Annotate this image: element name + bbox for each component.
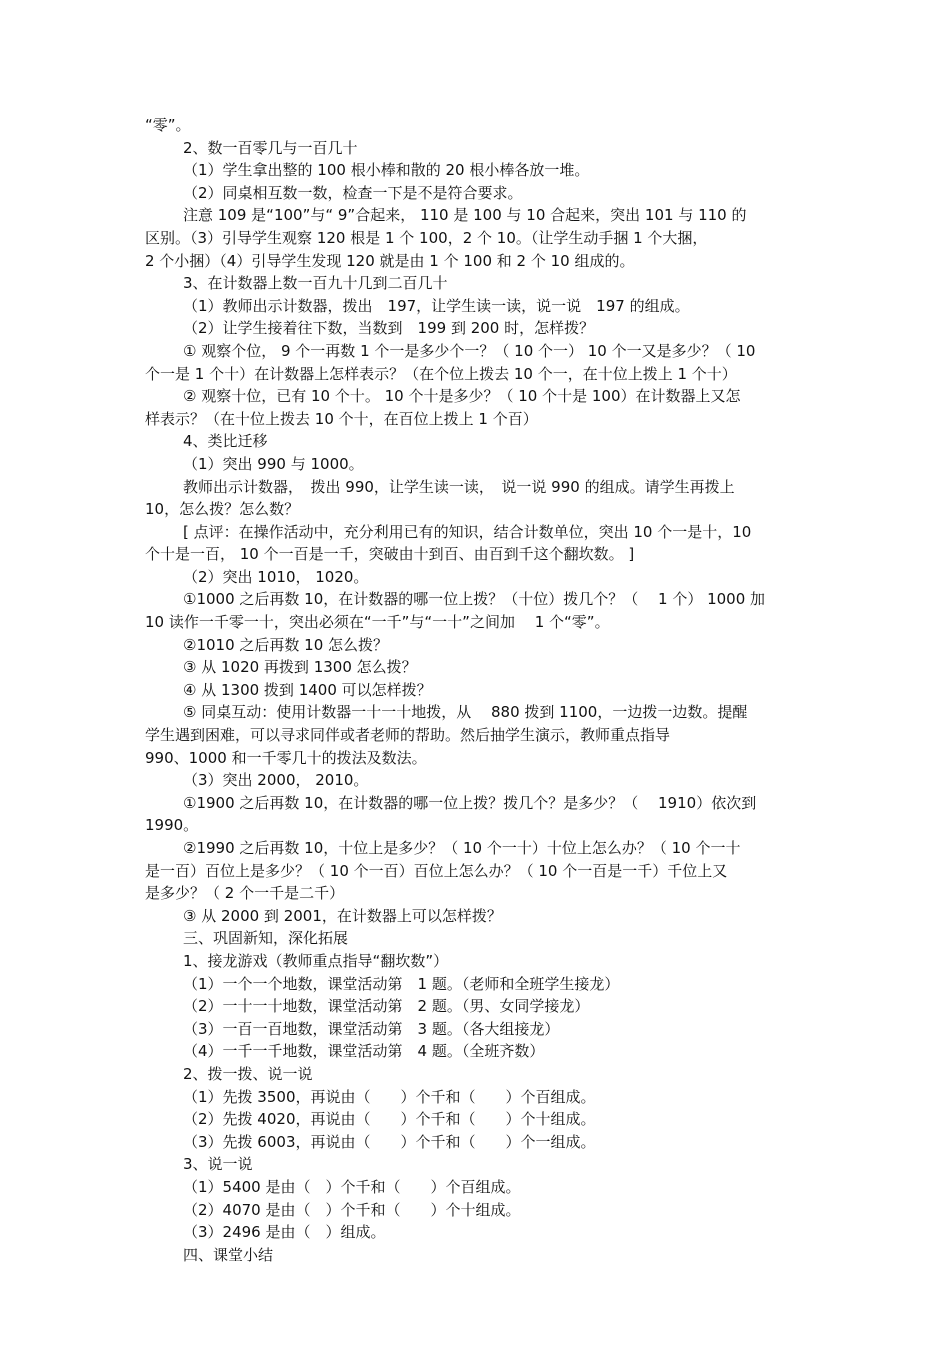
text-line: ③ 从 2000 到 2001，在计数器上可以怎样拨？ bbox=[183, 906, 502, 925]
text-line: ①1900 之后再数 10，在计数器的哪一位上拨？拨几个？是多少？（ 1910）依次到 bbox=[183, 793, 757, 812]
text-line: 4、类比迁移 bbox=[183, 432, 268, 451]
text-line: 四、课堂小结 bbox=[183, 1245, 274, 1264]
text-line: [ 点评：在操作活动中，充分利用已有的知识，结合计数单位，突出 10 个一是十，10 bbox=[183, 522, 752, 541]
text-line: 10，怎么拨？怎么数？ bbox=[145, 500, 300, 519]
text-line: （3）先拨 6003，再说由（ ）个千和（ ）个一组成。 bbox=[183, 1132, 596, 1151]
text-line: 2、拨一拨、说一说 bbox=[183, 1064, 313, 1083]
text-line: ②1010 之后再数 10 怎么拨？ bbox=[183, 635, 389, 654]
document-body bbox=[145, 114, 850, 1266]
text-line: 学生遇到困难，可以寻求同伴或者老师的帮助。然后抽学生演示，教师重点指导 bbox=[145, 726, 671, 745]
text-line: 教师出示计数器， 拨出 990，让学生读一读， 说一说 990 的组成。请学生再拨上 bbox=[183, 477, 735, 496]
text-line: （1）学生拿出整的 100 根小棒和散的 20 根小棒各放一堆。 bbox=[183, 161, 590, 180]
text-line: ② 观察十位，已有 10 个十。 10 个十是多少？（ 10 个十是 100）在计数器上又怎 bbox=[183, 387, 741, 406]
text-line: 990、1000 和一千零几十的拨法及数法。 bbox=[145, 748, 427, 767]
text-line: （1）一个一个地数，课堂活动第 1 题。（老师和全班学生接龙） bbox=[183, 974, 620, 993]
text-line: （3）2496 是由（ ）组成。 bbox=[183, 1223, 386, 1242]
text-line: ③ 从 1020 再拨到 1300 怎么拨？ bbox=[183, 658, 417, 677]
text-line: 是一百）百位上是多少？（ 10 个一百）百位上怎么办？（ 10 个一百是一千）千位上又 bbox=[145, 861, 728, 880]
text-line: ②1990 之后再数 10，十位上是多少？（ 10 个一十）十位上怎么办？（ 10 个一十 bbox=[183, 839, 741, 857]
text-line: （2）同桌相互数一数，检查一下是不是符合要求。 bbox=[183, 183, 523, 202]
text-line: 1990。 bbox=[145, 816, 199, 835]
text-line: （3）突出 2000， 2010。 bbox=[183, 771, 369, 790]
text-line: 10 读作一千零一十，突出必须在“一千”与“一十”之间加 1 个“零”。 bbox=[145, 613, 610, 632]
text-line: 1、接龙游戏（教师重点指导“翻坎数”） bbox=[183, 951, 449, 970]
text-line: ① 观察个位， 9 个一再数 1 个一是多少个一？（ 10 个一） 10 个一又是多少？（ 10 bbox=[183, 341, 756, 360]
text-line: 3、说一说 bbox=[183, 1155, 253, 1174]
text-line: 样表示？（在十位上拨去 10 个十，在百位上拨上 1 个百） bbox=[145, 409, 538, 428]
text-line: 注意 109 是“100”与“ 9”合起来， 110 是 100 与 10 合起来，突出 101 与 110 的 bbox=[183, 206, 747, 225]
text-line: 三、巩固新知，深化拓展 bbox=[183, 929, 349, 948]
text-line: “零”。 bbox=[145, 116, 191, 134]
text-line: ⑤ 同桌互动：使用计数器一十一十地拨，从 880 拨到 1100，一边拨一边数。提醒 bbox=[183, 703, 748, 722]
text-line: 个十是一百， 10 个一百是一千，突破由十到百、由百到千这个翻坎数。 ] bbox=[145, 545, 635, 564]
text-line: （3）一百一百地数，课堂活动第 3 题。（各大组接龙） bbox=[183, 1019, 560, 1038]
text-line: （2）让学生接着往下数，当数到 199 到 200 时，怎样拨？ bbox=[183, 319, 595, 338]
text-line: 区别。（3）引导学生观察 120 根是 1 个 100，2 个 10。（让学生动手捆 1 个大捆， bbox=[145, 228, 708, 247]
text-line: （1）突出 990 与 1000。 bbox=[183, 454, 364, 473]
text-line: （1）教师出示计数器，拨出 197，让学生读一读，说一说 197 的组成。 bbox=[183, 296, 690, 315]
text-line: （2）先拨 4020，再说由（ ）个千和（ ）个十组成。 bbox=[183, 1110, 596, 1129]
text-line: （1）先拨 3500，再说由（ ）个千和（ ）个百组成。 bbox=[183, 1087, 596, 1106]
text-line: （4）一千一千地数，课堂活动第 4 题。（全班齐数） bbox=[183, 1042, 545, 1061]
text-line: （2）突出 1010， 1020。 bbox=[183, 567, 369, 586]
text-line: （2）4070 是由（ ）个千和（ ）个十组成。 bbox=[183, 1200, 521, 1219]
text-line: 是多少？（ 2 个一千是二千） bbox=[145, 884, 345, 903]
text-line: ①1000 之后再数 10，在计数器的哪一位上拨？（十位）拨几个？（ 1 个） 1000 加 bbox=[183, 590, 766, 609]
text-line: 3、在计数器上数一百九十几到二百几十 bbox=[183, 274, 448, 293]
text-line: 2 个小捆）（4）引导学生发现 120 就是由 1 个 100 和 2 个 10 组成的。 bbox=[145, 251, 635, 270]
text-line: ④ 从 1300 拨到 1400 可以怎样拨？ bbox=[183, 680, 432, 699]
text-line: （1）5400 是由（ ）个千和（ ）个百组成。 bbox=[183, 1177, 521, 1196]
text-line: 个一是 1 个十）在计数器上怎样表示？（在个位上拨去 10 个一，在十位上拨上 1 个十） bbox=[145, 364, 737, 383]
text-line: （2）一十一十地数，课堂活动第 2 题。（男、女同学接龙） bbox=[183, 997, 590, 1016]
text-line: 2、数一百零几与一百几十 bbox=[183, 138, 358, 157]
